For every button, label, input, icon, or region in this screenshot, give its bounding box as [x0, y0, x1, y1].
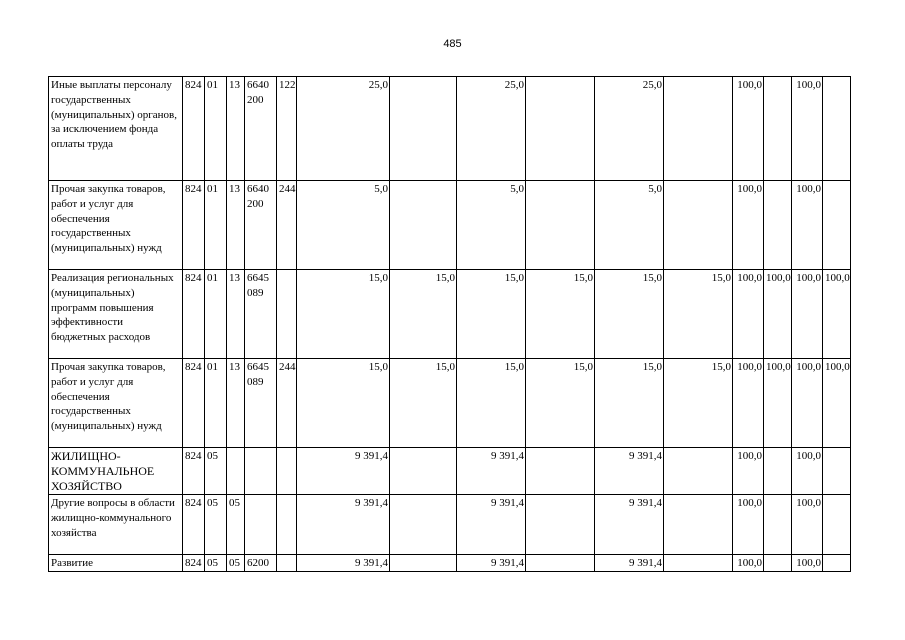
value-cell [664, 555, 733, 572]
value-cell: 15,0 [457, 359, 526, 448]
percent-cell: 100,0 [733, 555, 764, 572]
code-expense-type: 122 [277, 77, 297, 181]
code-section: 01 [205, 359, 227, 448]
code-expense-type [277, 448, 297, 495]
value-cell [664, 181, 733, 270]
percent-cell: 100,0 [792, 555, 823, 572]
percent-cell: 100,0 [792, 359, 823, 448]
row-name: Другие вопросы в области жилищно-коммунального хозяйства [49, 495, 183, 555]
value-cell: 25,0 [457, 77, 526, 181]
code-section: 01 [205, 181, 227, 270]
value-cell: 15,0 [390, 359, 457, 448]
row-name: Развитие [49, 555, 183, 572]
percent-cell [823, 181, 851, 270]
value-cell: 9 391,4 [297, 495, 390, 555]
code-admin: 824 [183, 555, 205, 572]
value-cell: 25,0 [595, 77, 664, 181]
value-cell [664, 77, 733, 181]
percent-cell: 100,0 [792, 270, 823, 359]
code-admin: 824 [183, 495, 205, 555]
percent-cell [823, 448, 851, 495]
value-cell [526, 448, 595, 495]
percent-cell [823, 495, 851, 555]
code-subsection: 13 [227, 359, 245, 448]
value-cell [390, 495, 457, 555]
value-cell [526, 495, 595, 555]
table-row [49, 448, 851, 495]
code-section: 01 [205, 270, 227, 359]
code-subsection: 05 [227, 555, 245, 572]
value-cell [390, 555, 457, 572]
code-expense-type: 244 [277, 359, 297, 448]
value-cell [526, 181, 595, 270]
percent-cell: 100,0 [733, 181, 764, 270]
code-subsection: 05 [227, 495, 245, 555]
percent-cell [823, 77, 851, 181]
percent-cell: 100,0 [764, 359, 792, 448]
percent-cell [764, 495, 792, 555]
table-row [49, 495, 851, 555]
percent-cell: 100,0 [792, 448, 823, 495]
table-row [49, 181, 851, 270]
budget-table [48, 76, 851, 572]
code-target: 6200 [245, 555, 277, 572]
value-cell: 15,0 [457, 270, 526, 359]
code-section: 05 [205, 555, 227, 572]
code-admin: 824 [183, 270, 205, 359]
value-cell [664, 495, 733, 555]
percent-cell: 100,0 [733, 448, 764, 495]
row-name: Прочая закупка товаров, работ и услуг для обеспечения государственных (муниципальных) нужд [49, 181, 183, 270]
percent-cell [764, 181, 792, 270]
percent-cell [823, 555, 851, 572]
row-name: ЖИЛИЩНО-КОММУНАЛЬНОЕ ХОЗЯЙСТВО [49, 448, 183, 495]
value-cell: 9 391,4 [595, 555, 664, 572]
code-section: 01 [205, 77, 227, 181]
page-number: 485 [443, 38, 462, 50]
code-section: 05 [205, 448, 227, 495]
percent-cell: 100,0 [764, 270, 792, 359]
value-cell: 9 391,4 [457, 448, 526, 495]
code-subsection: 13 [227, 181, 245, 270]
code-admin: 824 [183, 359, 205, 448]
value-cell: 15,0 [297, 359, 390, 448]
code-target: 6640 200 [245, 77, 277, 181]
value-cell: 25,0 [297, 77, 390, 181]
value-cell [664, 448, 733, 495]
value-cell: 15,0 [390, 270, 457, 359]
code-admin: 824 [183, 181, 205, 270]
value-cell [526, 77, 595, 181]
value-cell [526, 555, 595, 572]
value-cell: 5,0 [297, 181, 390, 270]
percent-cell [764, 555, 792, 572]
code-target [245, 448, 277, 495]
code-target: 6640 200 [245, 181, 277, 270]
percent-cell: 100,0 [792, 495, 823, 555]
code-target: 6645 089 [245, 270, 277, 359]
value-cell: 9 391,4 [457, 555, 526, 572]
percent-cell: 100,0 [733, 495, 764, 555]
value-cell: 15,0 [595, 359, 664, 448]
value-cell: 15,0 [595, 270, 664, 359]
code-target: 6645 089 [245, 359, 277, 448]
percent-cell: 100,0 [823, 270, 851, 359]
table-row [49, 359, 851, 448]
code-expense-type [277, 555, 297, 572]
code-expense-type [277, 270, 297, 359]
percent-cell [764, 77, 792, 181]
table-row [49, 555, 851, 572]
value-cell: 9 391,4 [297, 448, 390, 495]
percent-cell [764, 448, 792, 495]
code-section: 05 [205, 495, 227, 555]
code-subsection [227, 448, 245, 495]
value-cell: 15,0 [297, 270, 390, 359]
code-subsection: 13 [227, 77, 245, 181]
value-cell [390, 448, 457, 495]
table-row [49, 77, 851, 181]
value-cell: 9 391,4 [297, 555, 390, 572]
percent-cell: 100,0 [733, 359, 764, 448]
percent-cell: 100,0 [733, 270, 764, 359]
percent-cell: 100,0 [792, 181, 823, 270]
code-target [245, 495, 277, 555]
value-cell [390, 77, 457, 181]
code-expense-type [277, 495, 297, 555]
code-subsection: 13 [227, 270, 245, 359]
percent-cell: 100,0 [823, 359, 851, 448]
value-cell: 15,0 [526, 359, 595, 448]
code-expense-type: 244 [277, 181, 297, 270]
code-admin: 824 [183, 77, 205, 181]
percent-cell: 100,0 [733, 77, 764, 181]
value-cell [390, 181, 457, 270]
value-cell: 15,0 [664, 270, 733, 359]
row-name: Реализация региональных (муниципальных) программ повышения эффективности бюджетных расходов [49, 270, 183, 359]
value-cell: 15,0 [664, 359, 733, 448]
value-cell: 9 391,4 [595, 448, 664, 495]
percent-cell: 100,0 [792, 77, 823, 181]
value-cell: 15,0 [526, 270, 595, 359]
table-row [49, 270, 851, 359]
value-cell: 9 391,4 [457, 495, 526, 555]
value-cell: 5,0 [457, 181, 526, 270]
value-cell: 5,0 [595, 181, 664, 270]
row-name: Иные выплаты персоналу государственных (муниципальных) органов, за исключением фонда оплаты труда [49, 77, 183, 181]
row-name: Прочая закупка товаров, работ и услуг для обеспечения государственных (муниципальных) нужд [49, 359, 183, 448]
code-admin: 824 [183, 448, 205, 495]
value-cell: 9 391,4 [595, 495, 664, 555]
